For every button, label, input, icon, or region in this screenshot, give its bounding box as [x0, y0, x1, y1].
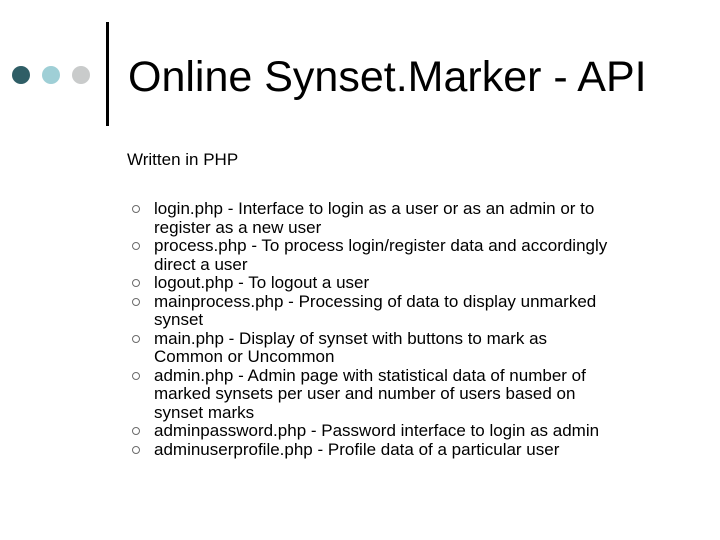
bullet-text-line: adminuserprofile.php - Profile data of a particular user — [154, 439, 560, 459]
bullet-text-line: register as a new user — [154, 217, 322, 237]
bullet-text-line: direct a user — [154, 254, 248, 274]
bullet-item — [132, 440, 692, 459]
bullet-text-line: logout.php - To logout a user — [154, 273, 370, 292]
hollow-circle-bullet-icon — [132, 427, 140, 435]
bullet-text-line: marked synsets per user and number of users based on — [154, 384, 576, 403]
hollow-circle-bullet-icon — [132, 205, 140, 213]
hollow-circle-bullet-icon — [132, 279, 140, 287]
bullet-text-line: synset — [154, 310, 204, 329]
bullet-item — [132, 292, 692, 329]
slide-title: Online Synset.Marker - API — [128, 53, 647, 101]
slide-subtitle: Written in PHP — [127, 150, 239, 169]
light-teal-dot-icon — [42, 66, 60, 84]
title-divider-bar — [106, 22, 109, 126]
hollow-circle-bullet-icon — [132, 298, 140, 306]
bullet-text-line: mainprocess.php - Processing of data to display unmarked — [154, 291, 597, 311]
hollow-circle-bullet-icon — [132, 242, 140, 250]
bullet-item — [132, 421, 692, 440]
bullet-list — [132, 199, 692, 458]
bullet-item — [132, 236, 692, 273]
bullet-item — [132, 273, 692, 292]
bullet-text-line: main.php - Display of synset with buttons to mark as — [154, 328, 548, 348]
hollow-circle-bullet-icon — [132, 335, 140, 343]
bullet-text-line: process.php - To process login/register data and accordingly — [154, 236, 608, 255]
hollow-circle-bullet-icon — [132, 372, 140, 380]
bullet-item — [132, 329, 692, 366]
bullet-text-line: admin.php - Admin page with statistical data of number of — [154, 365, 586, 385]
bullet-item — [132, 366, 692, 422]
hollow-circle-bullet-icon — [132, 446, 140, 454]
bullet-text-line: synset marks — [154, 402, 255, 422]
grey-dot-icon — [72, 66, 90, 84]
bullet-item — [132, 199, 692, 236]
bullet-text-line: login.php - Interface to login as a user or as an admin or to — [154, 199, 595, 218]
bullet-text-line: adminpassword.php - Password interface to login as admin — [154, 421, 600, 440]
bullet-text-line: Common or Uncommon — [154, 347, 335, 366]
dark-teal-dot-icon — [12, 66, 30, 84]
